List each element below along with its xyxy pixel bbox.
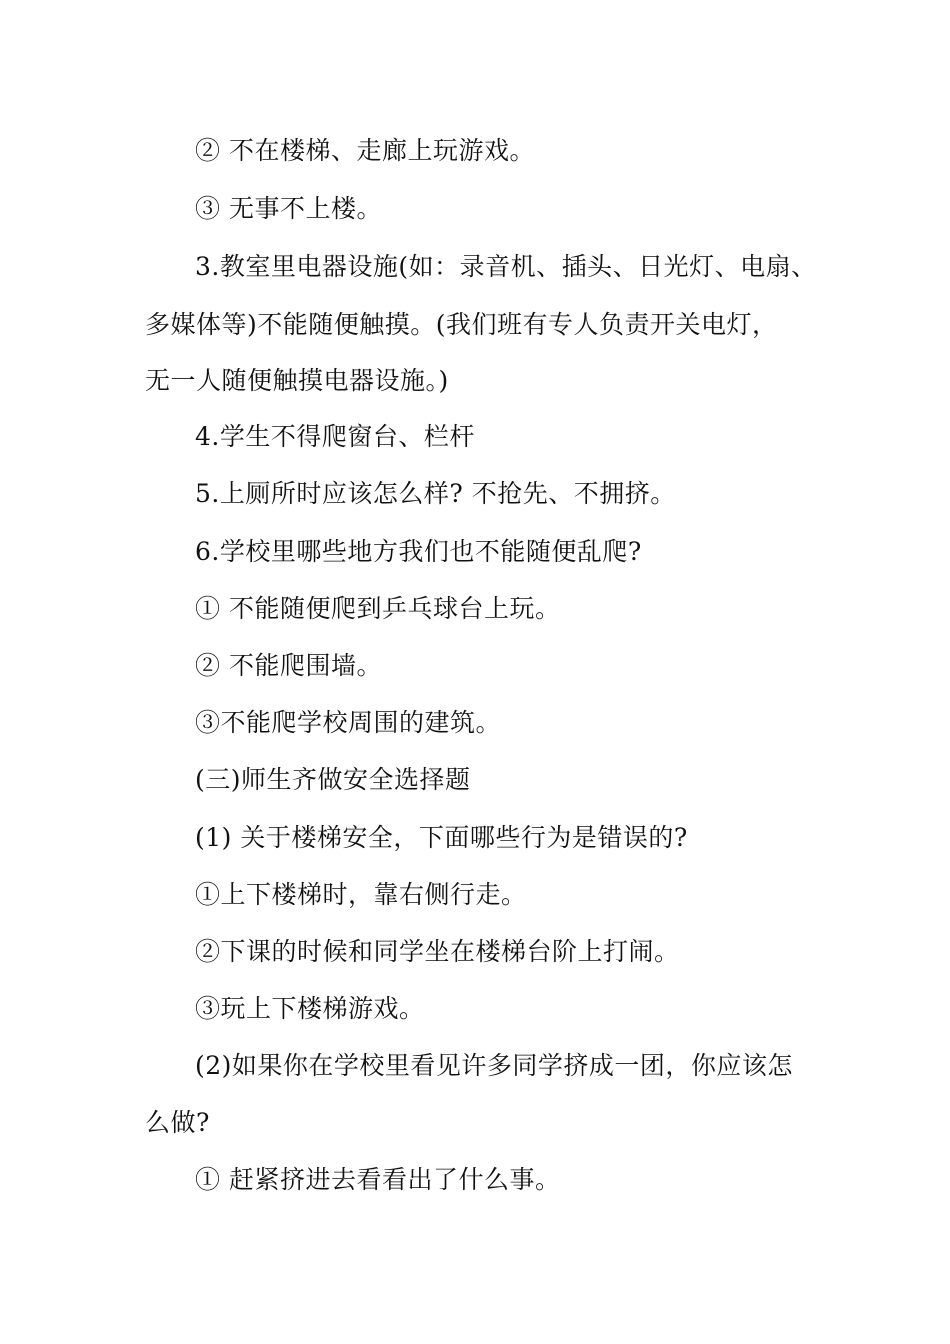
text-line: 4.学生不得爬窗台、栏杆: [195, 422, 475, 451]
question-line: 么做?: [145, 1108, 210, 1137]
text-line: 6.学校里哪些地方我们也不能随便乱爬?: [195, 537, 642, 566]
text-line: ③ 无事不上楼。: [195, 194, 382, 223]
question-line: (2)如果你在学校里看见许多同学挤成一团，你应该怎: [195, 1051, 793, 1080]
text-line: ② 不在楼梯、走廊上玩游戏。: [195, 136, 535, 165]
question-line: (1) 关于楼梯安全，下面哪些行为是错误的?: [195, 823, 688, 852]
text-line: 5.上厕所时应该怎么样? 不抢先、不拥挤。: [195, 479, 676, 508]
text-line: 无一人随便触摸电器设施。): [145, 366, 449, 395]
option-line: ③玩上下楼梯游戏。: [195, 994, 425, 1023]
section-heading: (三)师生齐做安全选择题: [195, 765, 471, 794]
text-line: ③不能爬学校周围的建筑。: [195, 708, 502, 737]
text-line: ① 不能随便爬到乒乓球台上玩。: [195, 594, 561, 623]
text-line: 3.教室里电器设施(如：录音机、插头、日光灯、电扇、: [195, 252, 817, 281]
option-line: ①上下楼梯时，靠右侧行走。: [195, 880, 527, 909]
option-line: ②下课的时候和同学坐在楼梯台阶上打闹。: [195, 937, 680, 966]
text-line: ② 不能爬围墙。: [195, 651, 382, 680]
option-line: ① 赶紧挤进去看看出了什么事。: [195, 1165, 561, 1194]
text-line: 多媒体等)不能随便触摸。(我们班有专人负责开关电灯，: [145, 310, 778, 339]
